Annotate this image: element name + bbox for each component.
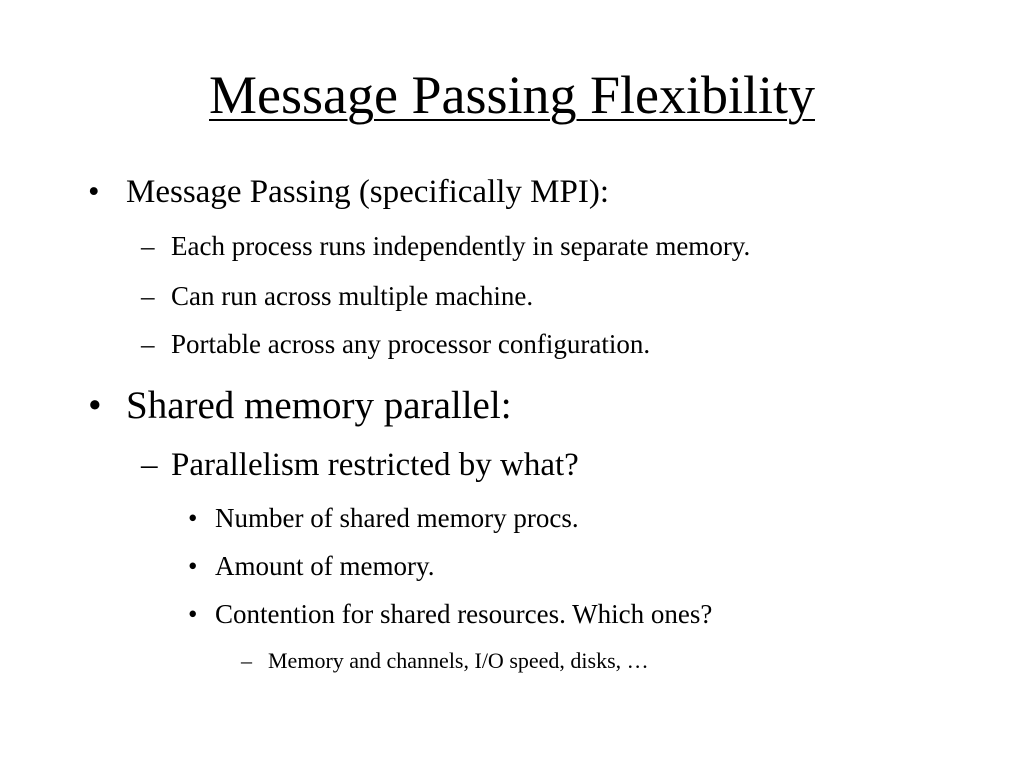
bullet-text: Memory and channels, I/O speed, disks, … [268, 648, 649, 673]
bullet-marker: • [188, 551, 198, 581]
dash-marker: – [141, 329, 155, 359]
bullet-marker: • [88, 174, 100, 210]
bullet-text: Shared memory parallel: [126, 384, 512, 427]
bullet-marker: • [88, 384, 102, 427]
bullet-text: Message Passing (specifically MPI): [126, 174, 609, 210]
bullet-item [88, 383, 988, 429]
sub-sub-bullet-item [188, 597, 1008, 631]
sub-sub-bullet-item [188, 549, 1008, 583]
bullet-text: Contention for shared resources. Which ones? [215, 599, 713, 629]
sub-sub-bullet-item [188, 501, 1008, 535]
sub-bullet-item [141, 279, 1001, 313]
bullet-text: Each process runs independently in separate memory. [171, 231, 751, 261]
bullet-text: Number of shared memory procs. [215, 503, 579, 533]
bullet-text: Can run across multiple machine. [171, 281, 534, 311]
bullet-marker: • [188, 503, 198, 533]
slide-title-text: Message Passing Flexibility [209, 65, 815, 125]
sub-bullet-item [141, 327, 1001, 361]
sub-sub-sub-bullet-item [241, 647, 1001, 675]
bullet-marker: • [188, 599, 198, 629]
sub-bullet-item [141, 445, 1001, 485]
sub-bullet-item [141, 229, 1001, 263]
bullet-text: Amount of memory. [215, 551, 435, 581]
dash-marker: – [141, 447, 158, 483]
dash-marker: – [141, 281, 155, 311]
slide-title [0, 60, 1024, 130]
bullet-text: Portable across any processor configuration. [171, 329, 651, 359]
dash-marker: – [241, 648, 252, 673]
bullet-text: Parallelism restricted by what? [171, 447, 579, 483]
bullet-item [88, 172, 988, 212]
dash-marker: – [141, 231, 155, 261]
